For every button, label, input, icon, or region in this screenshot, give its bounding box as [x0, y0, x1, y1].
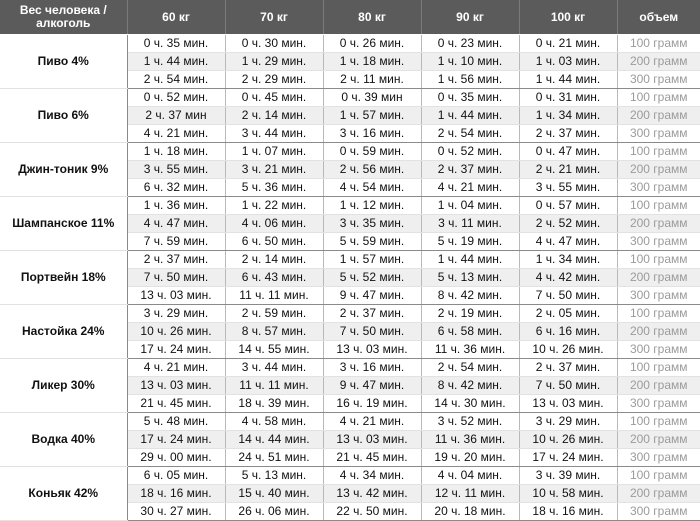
time-cell: 1 ч. 04 мин.	[421, 197, 519, 215]
time-cell: 1 ч. 44 мин.	[127, 53, 225, 71]
time-cell: 3 ч. 39 мин.	[519, 467, 617, 485]
time-cell: 0 ч. 39 мин	[323, 89, 421, 107]
drink-label: Ликер 30%	[0, 359, 127, 413]
time-cell: 4 ч. 21 мин.	[127, 125, 225, 143]
time-cell: 11 ч. 11 мин.	[225, 287, 323, 305]
time-cell: 1 ч. 34 мин.	[519, 251, 617, 269]
time-cell: 9 ч. 47 мин.	[323, 377, 421, 395]
time-cell: 8 ч. 57 мин.	[225, 323, 323, 341]
volume-cell: 100 грамм	[617, 359, 700, 377]
time-cell: 3 ч. 55 мин.	[127, 161, 225, 179]
header-70kg: 70 кг	[225, 0, 323, 35]
volume-cell: 200 грамм	[617, 485, 700, 503]
time-cell: 14 ч. 30 мин.	[421, 395, 519, 413]
time-cell: 1 ч. 56 мин.	[421, 71, 519, 89]
time-cell: 3 ч. 55 мин.	[519, 179, 617, 197]
time-cell: 4 ч. 21 мин.	[127, 359, 225, 377]
drink-label: Джин-тоник 9%	[0, 143, 127, 197]
time-cell: 7 ч. 59 мин.	[127, 233, 225, 251]
header-volume: объем	[617, 0, 700, 35]
table-row	[0, 143, 700, 161]
table-row	[0, 305, 700, 323]
volume-cell: 300 грамм	[617, 503, 700, 521]
time-cell: 10 ч. 58 мин.	[519, 485, 617, 503]
time-cell: 9 ч. 47 мин.	[323, 287, 421, 305]
header-90kg: 90 кг	[421, 0, 519, 35]
time-cell: 1 ч. 18 мин.	[127, 143, 225, 161]
time-cell: 3 ч. 44 мин.	[225, 359, 323, 377]
table-row	[0, 413, 700, 431]
time-cell: 2 ч. 54 мин.	[421, 359, 519, 377]
time-cell: 26 ч. 06 мин.	[225, 503, 323, 521]
time-cell: 1 ч. 44 мин.	[421, 251, 519, 269]
time-cell: 7 ч. 50 мин.	[519, 377, 617, 395]
time-cell: 2 ч. 14 мин.	[225, 107, 323, 125]
time-cell: 0 ч. 21 мин.	[519, 35, 617, 53]
time-cell: 4 ч. 04 мин.	[421, 467, 519, 485]
time-cell: 13 ч. 42 мин.	[323, 485, 421, 503]
drink-label: Пиво 4%	[0, 35, 127, 89]
time-cell: 5 ч. 48 мин.	[127, 413, 225, 431]
table-row	[0, 89, 700, 107]
table-row	[0, 467, 700, 485]
time-cell: 2 ч. 37 мин.	[323, 305, 421, 323]
time-cell: 0 ч. 47 мин.	[519, 143, 617, 161]
volume-cell: 100 грамм	[617, 35, 700, 53]
time-cell: 1 ч. 57 мин.	[323, 107, 421, 125]
time-cell: 1 ч. 57 мин.	[323, 251, 421, 269]
volume-cell: 200 грамм	[617, 107, 700, 125]
volume-cell: 300 грамм	[617, 179, 700, 197]
volume-cell: 300 грамм	[617, 287, 700, 305]
time-cell: 3 ч. 52 мин.	[421, 413, 519, 431]
time-cell: 2 ч. 05 мин.	[519, 305, 617, 323]
time-cell: 5 ч. 59 мин.	[323, 233, 421, 251]
time-cell: 6 ч. 50 мин.	[225, 233, 323, 251]
time-cell: 5 ч. 36 мин.	[225, 179, 323, 197]
volume-cell: 200 грамм	[617, 215, 700, 233]
time-cell: 1 ч. 44 мин.	[421, 107, 519, 125]
time-cell: 1 ч. 22 мин.	[225, 197, 323, 215]
time-cell: 3 ч. 16 мин.	[323, 125, 421, 143]
volume-cell: 300 грамм	[617, 233, 700, 251]
volume-cell: 100 грамм	[617, 251, 700, 269]
time-cell: 5 ч. 19 мин.	[421, 233, 519, 251]
volume-cell: 200 грамм	[617, 53, 700, 71]
time-cell: 8 ч. 42 мин.	[421, 287, 519, 305]
header-100kg: 100 кг	[519, 0, 617, 35]
drink-label: Коньяк 42%	[0, 467, 127, 521]
drink-label: Настойка 24%	[0, 305, 127, 359]
time-cell: 0 ч. 35 мин.	[421, 89, 519, 107]
time-cell: 12 ч. 11 мин.	[421, 485, 519, 503]
time-cell: 6 ч. 58 мин.	[421, 323, 519, 341]
time-cell: 30 ч. 27 мин.	[127, 503, 225, 521]
time-cell: 13 ч. 03 мин.	[323, 431, 421, 449]
volume-cell: 200 грамм	[617, 269, 700, 287]
table-row	[0, 35, 700, 53]
time-cell: 3 ч. 29 мин.	[127, 305, 225, 323]
header-80kg: 80 кг	[323, 0, 421, 35]
time-cell: 1 ч. 18 мин.	[323, 53, 421, 71]
volume-cell: 300 грамм	[617, 125, 700, 143]
volume-cell: 300 грамм	[617, 449, 700, 467]
table-body	[0, 35, 700, 521]
volume-cell: 100 грамм	[617, 413, 700, 431]
time-cell: 4 ч. 21 мин.	[323, 413, 421, 431]
time-cell: 3 ч. 21 мин.	[225, 161, 323, 179]
time-cell: 0 ч. 31 мин.	[519, 89, 617, 107]
time-cell: 5 ч. 13 мин.	[225, 467, 323, 485]
time-cell: 13 ч. 03 мин.	[519, 395, 617, 413]
time-cell: 17 ч. 24 мин.	[127, 341, 225, 359]
time-cell: 2 ч. 14 мин.	[225, 251, 323, 269]
time-cell: 0 ч. 52 мин.	[127, 89, 225, 107]
time-cell: 1 ч. 44 мин.	[519, 71, 617, 89]
time-cell: 13 ч. 03 мин.	[127, 377, 225, 395]
time-cell: 21 ч. 45 мин.	[323, 449, 421, 467]
volume-cell: 200 грамм	[617, 323, 700, 341]
time-cell: 10 ч. 26 мин.	[519, 431, 617, 449]
time-cell: 2 ч. 37 мин.	[127, 251, 225, 269]
time-cell: 7 ч. 50 мин.	[127, 269, 225, 287]
time-cell: 11 ч. 36 мин.	[421, 431, 519, 449]
time-cell: 22 ч. 50 мин.	[323, 503, 421, 521]
time-cell: 4 ч. 06 мин.	[225, 215, 323, 233]
time-cell: 2 ч. 21 мин.	[519, 161, 617, 179]
time-cell: 4 ч. 42 мин.	[519, 269, 617, 287]
time-cell: 2 ч. 37 мин.	[519, 359, 617, 377]
time-cell: 5 ч. 13 мин.	[421, 269, 519, 287]
volume-cell: 300 грамм	[617, 71, 700, 89]
time-cell: 2 ч. 54 мин.	[127, 71, 225, 89]
volume-cell: 200 грамм	[617, 431, 700, 449]
time-cell: 2 ч. 37 мин.	[519, 125, 617, 143]
header-row	[0, 0, 700, 35]
time-cell: 20 ч. 18 мин.	[421, 503, 519, 521]
drink-label: Пиво 6%	[0, 89, 127, 143]
time-cell: 7 ч. 50 мин.	[519, 287, 617, 305]
time-cell: 10 ч. 26 мин.	[127, 323, 225, 341]
time-cell: 18 ч. 16 мин.	[519, 503, 617, 521]
volume-cell: 100 грамм	[617, 89, 700, 107]
time-cell: 19 ч. 20 мин.	[421, 449, 519, 467]
time-cell: 2 ч. 59 мин.	[225, 305, 323, 323]
table-header	[0, 0, 700, 35]
time-cell: 21 ч. 45 мин.	[127, 395, 225, 413]
time-cell: 6 ч. 43 мин.	[225, 269, 323, 287]
time-cell: 24 ч. 51 мин.	[225, 449, 323, 467]
time-cell: 0 ч. 45 мин.	[225, 89, 323, 107]
time-cell: 3 ч. 16 мин.	[323, 359, 421, 377]
time-cell: 3 ч. 35 мин.	[323, 215, 421, 233]
volume-cell: 100 грамм	[617, 305, 700, 323]
time-cell: 0 ч. 26 мин.	[323, 35, 421, 53]
drink-label: Портвейн 18%	[0, 251, 127, 305]
time-cell: 16 ч. 19 мин.	[323, 395, 421, 413]
time-cell: 4 ч. 47 мин.	[127, 215, 225, 233]
time-cell: 13 ч. 03 мин.	[323, 341, 421, 359]
time-cell: 4 ч. 21 мин.	[421, 179, 519, 197]
time-cell: 7 ч. 50 мин.	[323, 323, 421, 341]
time-cell: 0 ч. 35 мин.	[127, 35, 225, 53]
time-cell: 2 ч. 37 мин	[127, 107, 225, 125]
time-cell: 0 ч. 30 мин.	[225, 35, 323, 53]
time-cell: 6 ч. 32 мин.	[127, 179, 225, 197]
time-cell: 3 ч. 29 мин.	[519, 413, 617, 431]
time-cell: 29 ч. 00 мин.	[127, 449, 225, 467]
time-cell: 1 ч. 03 мин.	[519, 53, 617, 71]
header-weight-alcohol: Вес человека / алкоголь	[0, 0, 127, 35]
drink-label: Водка 40%	[0, 413, 127, 467]
volume-cell: 100 грамм	[617, 197, 700, 215]
time-cell: 14 ч. 55 мин.	[225, 341, 323, 359]
time-cell: 5 ч. 52 мин.	[323, 269, 421, 287]
time-cell: 11 ч. 11 мин.	[225, 377, 323, 395]
time-cell: 4 ч. 54 мин.	[323, 179, 421, 197]
time-cell: 3 ч. 44 мин.	[225, 125, 323, 143]
volume-cell: 200 грамм	[617, 377, 700, 395]
time-cell: 4 ч. 34 мин.	[323, 467, 421, 485]
table-row	[0, 251, 700, 269]
time-cell: 1 ч. 29 мин.	[225, 53, 323, 71]
time-cell: 18 ч. 16 мин.	[127, 485, 225, 503]
volume-cell: 100 грамм	[617, 467, 700, 485]
time-cell: 4 ч. 47 мин.	[519, 233, 617, 251]
time-cell: 15 ч. 40 мин.	[225, 485, 323, 503]
volume-cell: 200 грамм	[617, 161, 700, 179]
time-cell: 0 ч. 57 мин.	[519, 197, 617, 215]
time-cell: 2 ч. 29 мин.	[225, 71, 323, 89]
time-cell: 10 ч. 26 мин.	[519, 341, 617, 359]
time-cell: 2 ч. 54 мин.	[421, 125, 519, 143]
volume-cell: 300 грамм	[617, 395, 700, 413]
time-cell: 0 ч. 59 мин.	[323, 143, 421, 161]
time-cell: 1 ч. 12 мин.	[323, 197, 421, 215]
volume-cell: 100 грамм	[617, 143, 700, 161]
time-cell: 1 ч. 10 мин.	[421, 53, 519, 71]
time-cell: 18 ч. 39 мин.	[225, 395, 323, 413]
time-cell: 1 ч. 34 мин.	[519, 107, 617, 125]
time-cell: 0 ч. 23 мин.	[421, 35, 519, 53]
time-cell: 2 ч. 37 мин.	[421, 161, 519, 179]
volume-cell: 300 грамм	[617, 341, 700, 359]
time-cell: 11 ч. 36 мин.	[421, 341, 519, 359]
time-cell: 6 ч. 05 мин.	[127, 467, 225, 485]
time-cell: 6 ч. 16 мин.	[519, 323, 617, 341]
table-row	[0, 197, 700, 215]
time-cell: 2 ч. 52 мин.	[519, 215, 617, 233]
time-cell: 17 ч. 24 мин.	[519, 449, 617, 467]
time-cell: 1 ч. 07 мин.	[225, 143, 323, 161]
drink-label: Шампанское 11%	[0, 197, 127, 251]
time-cell: 13 ч. 03 мин.	[127, 287, 225, 305]
time-cell: 3 ч. 11 мин.	[421, 215, 519, 233]
time-cell: 1 ч. 36 мин.	[127, 197, 225, 215]
time-cell: 4 ч. 58 мин.	[225, 413, 323, 431]
time-cell: 0 ч. 52 мин.	[421, 143, 519, 161]
time-cell: 2 ч. 56 мин.	[323, 161, 421, 179]
time-cell: 8 ч. 42 мин.	[421, 377, 519, 395]
time-cell: 17 ч. 24 мин.	[127, 431, 225, 449]
time-cell: 2 ч. 11 мин.	[323, 71, 421, 89]
time-cell: 2 ч. 19 мин.	[421, 305, 519, 323]
table-row	[0, 359, 700, 377]
time-cell: 14 ч. 44 мин.	[225, 431, 323, 449]
header-60kg: 60 кг	[127, 0, 225, 35]
